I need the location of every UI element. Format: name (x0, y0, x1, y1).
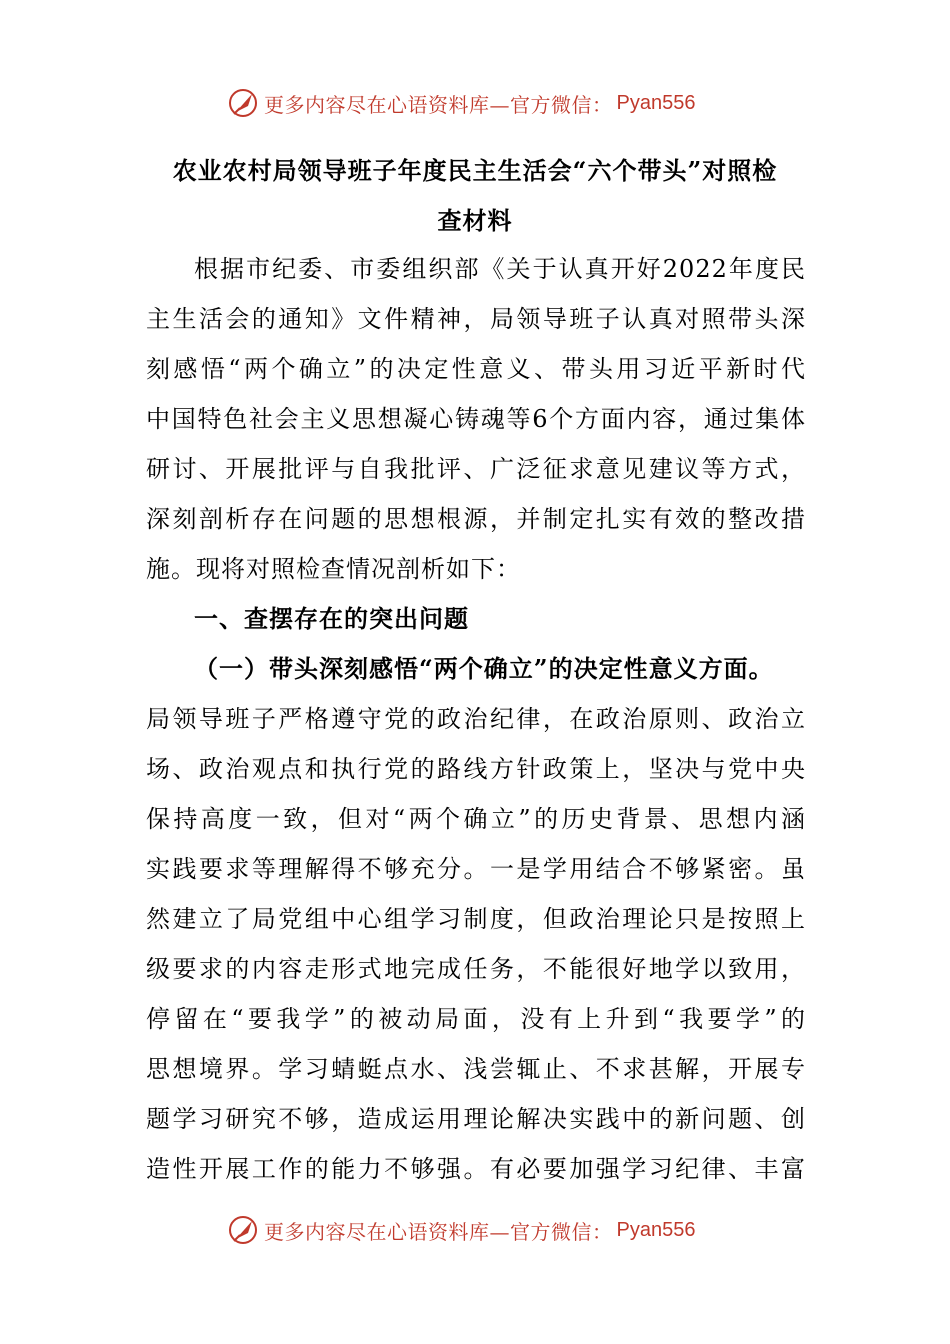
body-line: 级要求的内容走形式地完成任务，不能很好地学以致用， (146, 955, 806, 983)
body-line: 然建立了局党组中心组学习制度，但政治理论只是按照上 (146, 905, 806, 933)
intro-line: 主生活会的通知》文件精神，局领导班子认真对照带头深 (146, 305, 806, 333)
intro-line: 深刻剖析存在问题的思想根源，并制定扎实有效的整改措 (146, 505, 806, 533)
intro-line: 研讨、开展批评与自我批评、广泛征求意见建议等方式， (146, 455, 806, 483)
header-banner (226, 83, 695, 123)
quill-logo-icon (226, 86, 260, 120)
body-line: 思想境界。学习蜻蜓点水、浅尝辄止、不求甚解，开展专 (146, 1055, 806, 1083)
banner-text: 更多内容尽在心语资料库—官方微信： (264, 92, 613, 117)
banner-wechat-id: Pyan556 (616, 91, 696, 114)
body-line: 场、政治观点和执行党的路线方针政策上，坚决与党中央 (146, 755, 806, 783)
quill-logo-icon (226, 1213, 260, 1247)
body-line: 实践要求等理解得不够充分。一是学用结合不够紧密。虽 (146, 855, 806, 883)
intro-line: 根据市纪委、市委组织部《关于认真开好2022年度民 (194, 255, 806, 283)
document-title-line-1: 农业农村局领导班子年度民主生活会“六个带头”对照检 (172, 156, 778, 185)
document-title-line-2: 查材料 (437, 206, 513, 235)
body-line: 停留在“要我学”的被动局面，没有上升到“我要学”的 (146, 1005, 806, 1033)
body-line: 局领导班子严格遵守党的政治纪律，在政治原则、政治立 (146, 705, 806, 733)
banner-text: 更多内容尽在心语资料库—官方微信： (264, 1219, 613, 1244)
section-heading: 一、查摆存在的突出问题 (194, 604, 469, 633)
body-line: 题学习研究不够，造成运用理论解决实践中的新问题、创 (146, 1105, 806, 1133)
subsection-heading: （一）带头深刻感悟“两个确立”的决定性意义方面。 (194, 654, 774, 683)
body-line: 保持高度一致，但对“两个确立”的历史背景、思想内涵 (146, 805, 806, 833)
banner-wechat-id: Pyan556 (616, 1218, 696, 1241)
intro-line: 中国特色社会主义思想凝心铸魂等6个方面内容，通过集体 (146, 405, 806, 433)
intro-line: 刻感悟“两个确立”的决定性意义、带头用习近平新时代 (146, 355, 806, 383)
intro-line: 施。现将对照检查情况剖析如下： (146, 555, 521, 583)
body-line: 造性开展工作的能力不够强。有必要加强学习纪律、丰富 (146, 1155, 806, 1183)
footer-banner (226, 1210, 695, 1250)
